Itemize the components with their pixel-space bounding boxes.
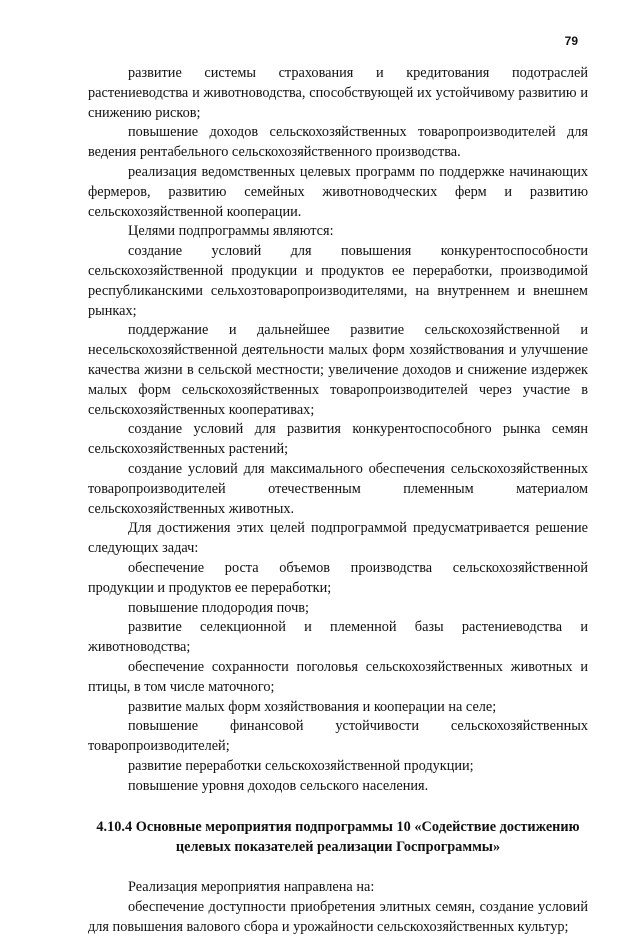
paragraph: создание условий для повышения конкурентоспособности сельскохозяйственной продукции и продуктов ее переработки, производимой республиканскими сельхозтоваропроизводителями, на внутреннем и внешнем рынках;: [88, 243, 588, 319]
paragraph: обеспечение сохранности поголовья сельскохозяйственных животных и птицы, в том числе маточного;: [88, 658, 588, 695]
paragraph: обеспечение роста объемов производства сельскохозяйственной продукции и продуктов ее переработки;: [88, 559, 588, 596]
paragraph: повышение уровня доходов сельского населения.: [128, 777, 429, 794]
paragraph: обеспечение доступности приобретения элитных семян, создание условий для повышения валового сбора и урожайности сельскохозяйственных культур;: [88, 898, 588, 935]
section-heading: 4.10.4 Основные мероприятия подпрограммы 10 «Содействие достижению целевых показателей реализации Госпрограммы»: [96, 819, 580, 856]
paragraph: поддержание и дальнейшее развитие сельскохозяйственной и несельскохозяйственной деятельности малых форм хозяйствования и улучшение качества жизни в сельской местности; увеличение доходов и снижение издержек малых форм сельскохозяйственных товаропроизводителей через участие в сельскохозяйственных кооперативах;: [88, 322, 588, 418]
section-after-heading: [88, 878, 588, 937]
paragraph: развитие системы страхования и кредитования подотраслей растениеводства и животноводства, способствующей их устойчивому развитию и снижению рисков;: [88, 65, 588, 121]
paragraph: Для достижения этих целей подпрограммой предусматривается решение следующих задач:: [88, 520, 588, 557]
paragraph: создание условий для максимального обеспечения сельскохозяйственных товаропроизводителей отечественным племенным материалом сельскохозяйственных животных.: [88, 460, 588, 517]
paragraph: Целями подпрограммы являются:: [128, 223, 334, 240]
paragraph: повышение плодородия почв;: [128, 599, 309, 616]
paragraph: развитие переработки сельскохозяйственной продукции;: [128, 757, 474, 774]
paragraph: повышение финансовой устойчивости сельскохозяйственных товаропроизводителей;: [88, 718, 588, 755]
paragraph: развитие малых форм хозяйствования и кооперации на селе;: [128, 698, 497, 715]
paragraph: повышение доходов сельскохозяйственных товаропроизводителей для ведения рентабельного сельскохозяйственного производства.: [88, 124, 588, 161]
page-number: 79: [564, 34, 578, 48]
document-body: [88, 64, 588, 937]
paragraph: Реализация мероприятия направлена на:: [128, 879, 375, 896]
paragraph: реализация ведомственных целевых программ по поддержке начинающих фермеров, развитию семейных животноводческих ферм и развитию сельскохозяйственной кооперации.: [88, 163, 588, 220]
paragraph: развитие селекционной и племенной базы растениеводства и животноводства;: [88, 619, 588, 656]
section-before-heading: [88, 64, 588, 796]
paragraph: создание условий для развития конкурентоспособного рынка семян сельскохозяйственных растений;: [88, 421, 588, 458]
